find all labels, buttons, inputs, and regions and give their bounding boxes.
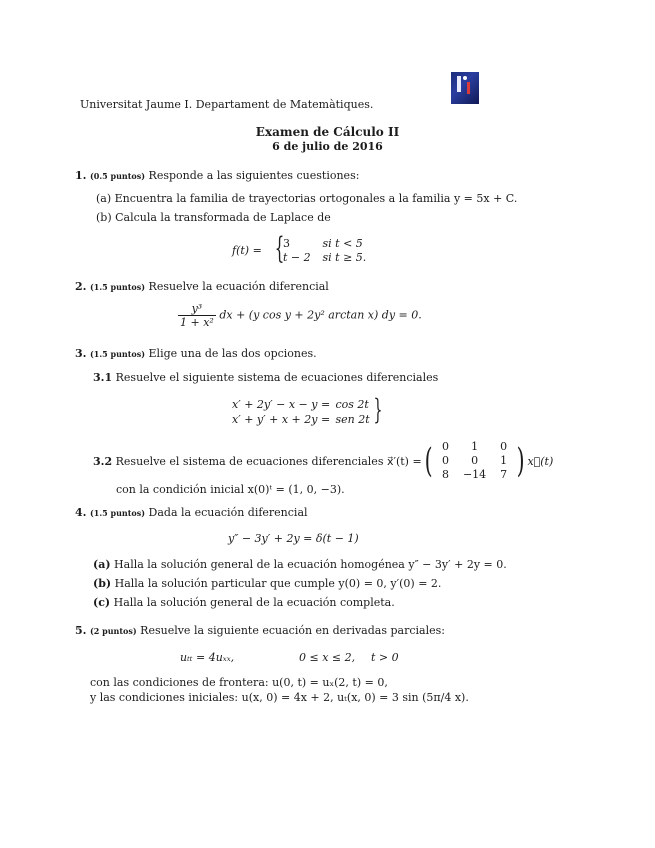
question-number: 4. (75, 506, 87, 519)
question-1 (75, 169, 359, 182)
question-text: Resuelve la ecuación diferencial (148, 280, 329, 293)
question-number: 5. (75, 624, 87, 637)
question-text: Elige una de las dos opciones. (148, 347, 317, 360)
piecewise-case-1: 3 si t < 5 (283, 237, 363, 250)
question-text: Responde a las siguientes cuestiones: (148, 169, 360, 182)
initial-conditions: y las condiciones iniciales: u(x, 0) = 4x + 2, uₜ(x, 0) = 3 sin (5π/4 x). (90, 691, 469, 704)
system-eq-1: x′ + 2y′ − x − y = cos 2t (232, 398, 369, 411)
university-logo (451, 72, 479, 104)
item-text: Calcula la transformada de Laplace de (115, 211, 331, 224)
item-label: (b) (96, 211, 112, 224)
points-label: (1.5 puntos) (89, 508, 146, 518)
option-3-1 (93, 371, 438, 384)
pde-domain-t: t > 0 (371, 651, 399, 664)
item-text: Encuentra la familia de trayectorias ortogonales a la familia y = 5x + C. (114, 192, 518, 205)
question-4c (93, 596, 395, 609)
question-text: Dada la ecuación diferencial (148, 506, 308, 519)
question-4a (93, 558, 507, 571)
question-1a (96, 192, 517, 205)
item-text: Halla la solución general de la ecuación homogénea y″ − 3y′ + 2y = 0. (114, 558, 507, 571)
item-label: (a) (96, 192, 112, 205)
item-label: (a) (93, 558, 111, 571)
points-label: (1.5 puntos) (89, 282, 146, 292)
boundary-conditions: con las condiciones de frontera: u(0, t) = uₓ(2, t) = 0, (90, 676, 388, 689)
coefficient-matrix: 0 1 0 0 0 1 8 −14 7 (441, 440, 508, 481)
points-label: (0.5 puntos) (89, 171, 146, 181)
question-number: 3. (75, 347, 87, 360)
equation-q4: y″ − 3y′ + 2y = δ(t − 1) (228, 532, 359, 545)
item-label: (b) (93, 577, 112, 590)
question-3 (75, 347, 317, 360)
points-label: (2 puntos) (89, 626, 137, 636)
question-number: 2. (75, 280, 87, 293)
question-5 (75, 624, 445, 637)
exam-title: Examen de Cálculo II (255, 125, 400, 139)
left-paren: ( (424, 441, 433, 481)
question-2 (75, 280, 329, 293)
institution-line: Universitat Jaume I. Departament de Matemàtiques. (80, 98, 374, 111)
question-number: 1. (75, 169, 87, 182)
right-paren: ) (516, 441, 525, 481)
question-4 (75, 506, 308, 519)
piecewise-case-2: t − 2 si t ≥ 5. (283, 251, 367, 264)
points-label: (1.5 puntos) (89, 349, 146, 359)
item-text: Halla la solución particular que cumple y(0) = 0, y′(0) = 2. (114, 577, 442, 590)
equation-q2: $\frac{\text{y³}}{\text{1 + x²}}$ dx + (y cos y + 2y² arctan x) dy = 0. (180, 302, 422, 329)
question-1b (96, 211, 331, 224)
option-label: 3.1 (93, 371, 113, 384)
option-label: 3.2 (93, 454, 113, 468)
item-label: (c) (93, 596, 111, 609)
question-text: Resuelve la siguiente ecuación en derivadas parciales: (140, 624, 445, 637)
system-eq-2: x′ + y′ + x + 2y = sen 2t (232, 413, 370, 426)
pde-domain-x: 0 ≤ x ≤ 2, (299, 651, 356, 664)
question-4b (93, 577, 441, 590)
exam-date: 6 de julio de 2016 (272, 140, 383, 153)
brace: { (274, 231, 285, 266)
option-text: Resuelve el sistema de ecuaciones diferenciales x⃗′(t) = (115, 454, 422, 468)
item-text: Halla la solución general de la ecuación completa. (113, 596, 395, 609)
initial-condition: con la condición inicial x(0)ᵗ = (1, 0, −3). (116, 483, 345, 496)
closing-brace: } (373, 393, 383, 426)
fraction: $\frac{\text{y³}}{\text{1 + x²}}$ (180, 302, 214, 329)
pde-equation: uₜₜ = 4uₓₓ, (180, 651, 235, 664)
option-text: Resuelve el siguiente sistema de ecuaciones diferenciales (115, 371, 439, 384)
piecewise-lhs: f(t) = (232, 244, 262, 257)
option-3-2: 3.2 Resuelve el sistema de ecuaciones diferenciales x⃗′(t) = ( 0 1 0 0 0 1 8 −14 7 ) x⃗(t) (93, 440, 554, 481)
